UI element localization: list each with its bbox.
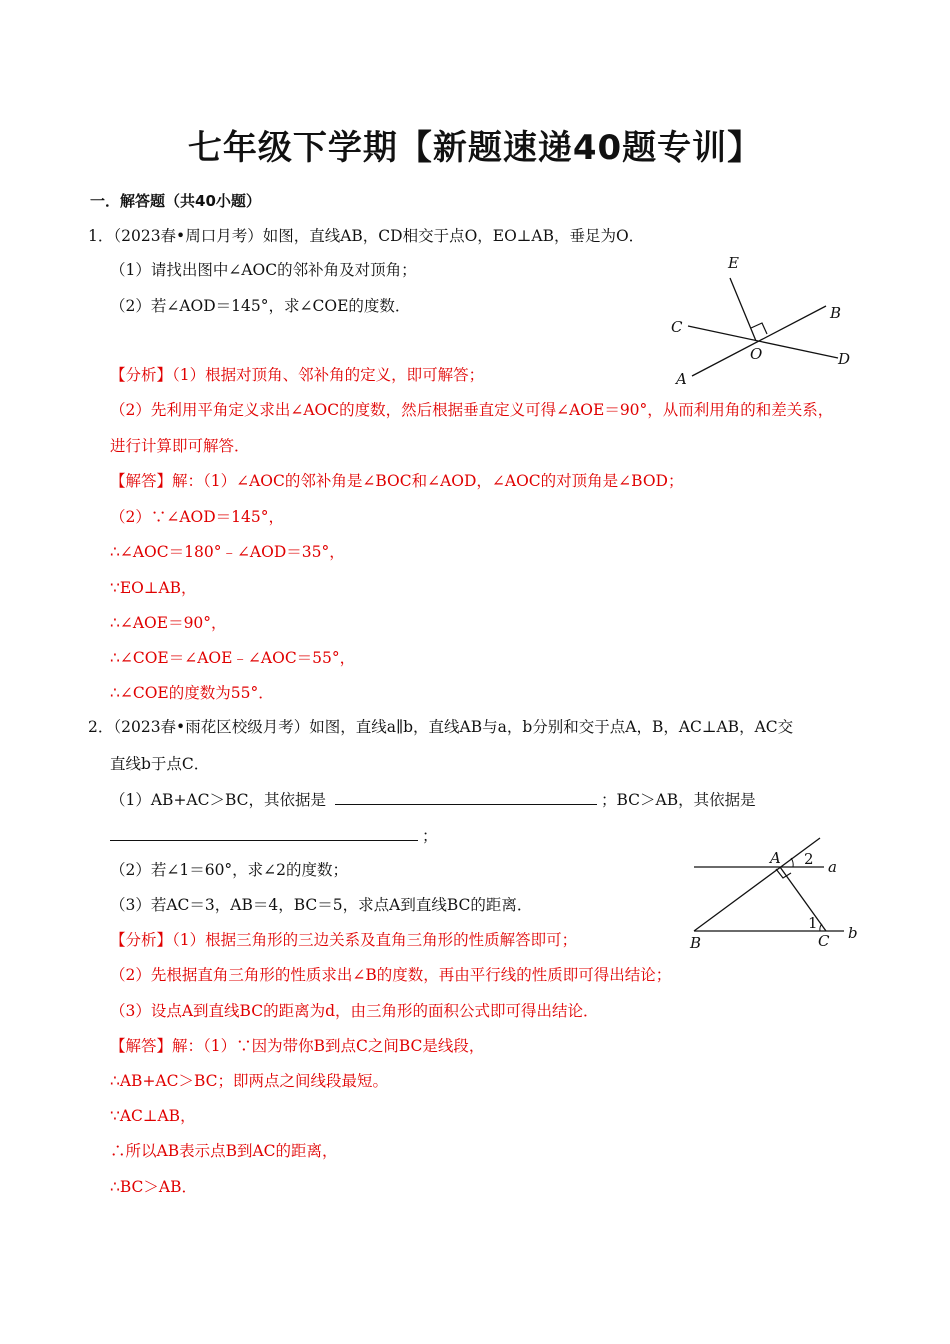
q1-analysis-line1: 【分析】（1）根据对顶角、邻补角的定义，即可解答； bbox=[110, 366, 485, 384]
q2-answer-line3: ∵AC⊥AB， bbox=[110, 1107, 196, 1125]
section-heading: 一．解答题（共40小题） bbox=[90, 192, 261, 210]
q2-part2: （2）若∠1＝60°，求∠2的度数； bbox=[110, 861, 349, 879]
q1-figure bbox=[660, 248, 860, 393]
q2-answer-line5: ∴BC＞AB． bbox=[110, 1178, 197, 1196]
label-A: A bbox=[676, 370, 687, 388]
q1-analysis-line2: （2）先利用平角定义求出∠AOC的度数，然后根据垂直定义可得∠AOE＝90°，从而利用角的和差关系， bbox=[110, 401, 834, 419]
q1-answer-line6: ∴∠COE＝∠AOE﹣∠AOC＝55°， bbox=[110, 649, 356, 667]
q1-answer-line2: （2）∵∠AOD＝145°， bbox=[110, 508, 285, 526]
label-B: B bbox=[690, 934, 702, 952]
label-line-a: a bbox=[828, 858, 837, 876]
q2-analysis-line3: （3）设点A到直线BC的距离为d，由三角形的面积公式即可得出结论． bbox=[110, 1002, 599, 1020]
label-A: A bbox=[770, 849, 781, 867]
q2-answer-line2: ∴AB+AC＞BC；即两点之间线段最短。 bbox=[110, 1072, 389, 1090]
label-angle-1: 1 bbox=[808, 914, 818, 932]
label-C: C bbox=[818, 932, 830, 950]
page-title: 七年级下学期【新题速递40题专训】 bbox=[187, 128, 763, 168]
answer-blank-2[interactable] bbox=[110, 826, 418, 841]
q2-figure bbox=[680, 830, 870, 955]
q2-part1-line2 bbox=[110, 826, 438, 846]
q2-analysis-line1: 【分析】（1）根据三角形的三边关系及直角三角形的性质解答即可； bbox=[110, 931, 578, 949]
q2-part3: （3）若AC＝3，AB＝4，BC＝5，求点A到直线BC的距离． bbox=[110, 896, 533, 914]
q1-analysis-line3: 进行计算即可解答． bbox=[110, 437, 250, 455]
q2-part1-suffix: ； bbox=[422, 827, 438, 845]
q1-part2: （2）若∠AOD＝145°，求∠COE的度数． bbox=[110, 297, 411, 315]
answer-blank-1[interactable] bbox=[335, 790, 597, 805]
q1-stem: 1．（2023春•周口月考）如图，直线AB，CD相交于点O，EO⊥AB，垂足为O． bbox=[88, 227, 645, 245]
q2-answer-line4: ∴所以AB表示点B到AC的距离， bbox=[110, 1142, 338, 1160]
q2-part1-line1 bbox=[110, 790, 756, 810]
label-C: C bbox=[671, 318, 683, 336]
q1-part1: （1）请找出图中∠AOC的邻补角及对顶角； bbox=[110, 261, 417, 279]
q1-answer-line7: ∴∠COE的度数为55°． bbox=[110, 684, 274, 702]
q2-answer-line1: 【解答】解：（1）∵因为带你B到点C之间BC是线段， bbox=[110, 1037, 485, 1055]
q2-part1-middle: ；BC＞AB，其依据是 bbox=[600, 791, 756, 809]
q2-stem-line2: 直线b于点C． bbox=[110, 755, 210, 773]
q2-analysis-line2: （2）先根据直角三角形的性质求出∠B的度数，再由平行线的性质即可得出结论； bbox=[110, 966, 672, 984]
q2-stem-line1: 2．（2023春•雨花区校级月考）如图，直线a∥b，直线AB与a，b分别和交于点A，B，AC⊥AB，AC交 bbox=[88, 718, 794, 736]
q1-answer-line4: ∵EO⊥AB， bbox=[110, 579, 197, 597]
label-B: B bbox=[830, 304, 842, 322]
q1-answer-line5: ∴∠AOE＝90°， bbox=[110, 614, 227, 632]
label-E: E bbox=[728, 254, 739, 272]
label-line-b: b bbox=[848, 924, 858, 942]
label-angle-2: 2 bbox=[804, 850, 814, 868]
label-D: D bbox=[838, 350, 851, 368]
label-O: O bbox=[750, 345, 763, 363]
q1-answer-line1: 【解答】解：（1）∠AOC的邻补角是∠BOC和∠AOD，∠AOC的对顶角是∠BOD； bbox=[110, 472, 684, 490]
q1-answer-line3: ∴∠AOC＝180°﹣∠AOD＝35°， bbox=[110, 543, 345, 561]
q2-part1-prefix: （1）AB+AC＞BC，其依据是 bbox=[110, 791, 327, 809]
